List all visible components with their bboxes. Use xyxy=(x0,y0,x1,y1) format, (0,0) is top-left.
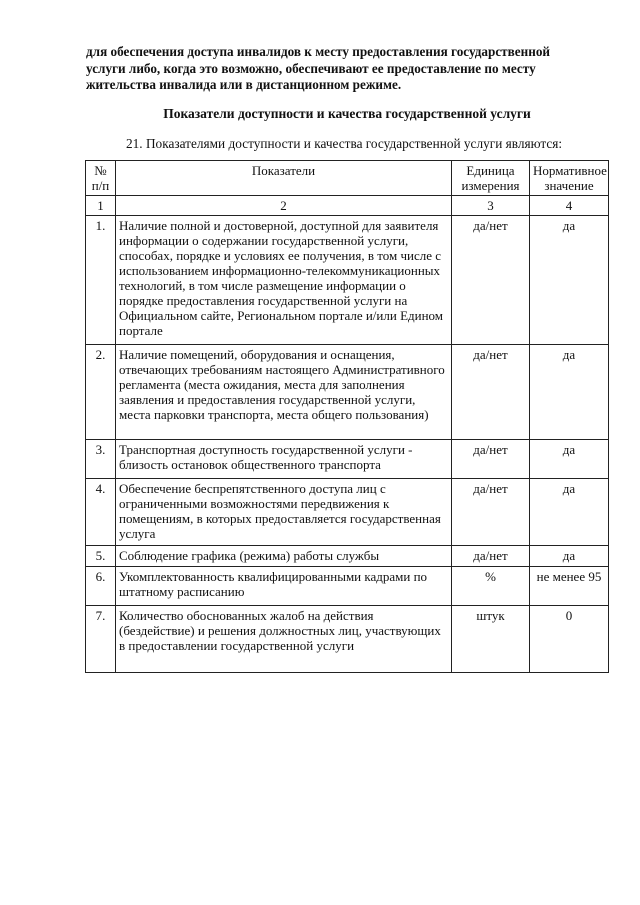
row-indicator: Количество обоснованных жалоб на действия (бездействие) и решения должностных лиц, участвующих в предоставлении государственной услуги xyxy=(116,606,452,673)
column-number: 4 xyxy=(530,196,609,216)
row-number: 2. xyxy=(86,345,116,440)
row-indicator: Соблюдение графика (режима) работы службы xyxy=(116,546,452,567)
section-heading: Показатели доступности и качества государственной услуги xyxy=(163,106,531,121)
table-row xyxy=(86,567,609,606)
row-number: 3. xyxy=(86,440,116,479)
column-number: 3 xyxy=(452,196,530,216)
row-unit: да/нет xyxy=(452,546,530,567)
row-norm: 0 xyxy=(530,606,609,673)
row-number: 1. xyxy=(86,216,116,345)
header-norm: Нормативное значение xyxy=(530,161,609,196)
intro-line: жительства инвалида или в дистанционном режиме. xyxy=(86,77,402,92)
header-num: № п/п xyxy=(86,161,116,196)
row-indicator: Обеспечение беспрепятственного доступа лиц с ограниченными возможностями передвижения к помещениям, в которых предоставляется государственная услуга xyxy=(116,479,452,546)
row-number: 5. xyxy=(86,546,116,567)
row-indicator: Наличие помещений, оборудования и оснащения, отвечающих требованиям настоящего Административного регламента (места ожидания, места для заполнения заявления и предоставления государственной услуги, места парковки транспорта, места общего пользования) xyxy=(116,345,452,440)
row-norm: не менее 95 xyxy=(530,567,609,606)
row-norm: да xyxy=(530,479,609,546)
row-indicator: Транспортная доступность государственной услуги - близость остановок общественного транспорта xyxy=(116,440,452,479)
table-row xyxy=(86,606,609,673)
row-norm: да xyxy=(530,546,609,567)
row-number: 4. xyxy=(86,479,116,546)
row-unit: штук xyxy=(452,606,530,673)
row-number: 6. xyxy=(86,567,116,606)
table-header-row xyxy=(86,161,609,196)
paragraph-21: 21. Показателями доступности и качества государственной услуги являются: xyxy=(126,136,563,151)
table-row xyxy=(86,345,609,440)
column-number: 1 xyxy=(86,196,116,216)
row-unit: да/нет xyxy=(452,216,530,345)
table-row xyxy=(86,440,609,479)
row-number: 7. xyxy=(86,606,116,673)
row-unit: да/нет xyxy=(452,440,530,479)
row-unit: % xyxy=(452,567,530,606)
intro-line: для обеспечения доступа инвалидов к месту предоставления государственной xyxy=(86,44,551,59)
table-row xyxy=(86,216,609,345)
intro-text xyxy=(86,44,608,94)
row-norm: да xyxy=(530,345,609,440)
column-numbering-row xyxy=(86,196,609,216)
row-indicator: Укомплектованность квалифицированными кадрами по штатному расписанию xyxy=(116,567,452,606)
intro-line: услуги либо, когда это возможно, обеспечивают ее предоставление по месту xyxy=(86,60,536,76)
row-unit: да/нет xyxy=(452,479,530,546)
indicators-table xyxy=(85,160,609,673)
row-norm: да xyxy=(530,440,609,479)
table-row xyxy=(86,479,609,546)
column-number: 2 xyxy=(116,196,452,216)
row-norm: да xyxy=(530,216,609,345)
row-indicator: Наличие полной и достоверной, доступной для заявителя информации о содержании государственной услуги, способах, порядке и условиях ее получения, в том числе с использованием информационно-телекоммуникационных технологий, в том числе размещение информации о порядке предоставления государственной услуги на Официальном сайте, Региональном портале и/или Едином портале xyxy=(116,216,452,345)
table-row xyxy=(86,546,609,567)
header-indicator: Показатели xyxy=(116,161,452,196)
header-unit: Единица измерения xyxy=(452,161,530,196)
row-unit: да/нет xyxy=(452,345,530,440)
